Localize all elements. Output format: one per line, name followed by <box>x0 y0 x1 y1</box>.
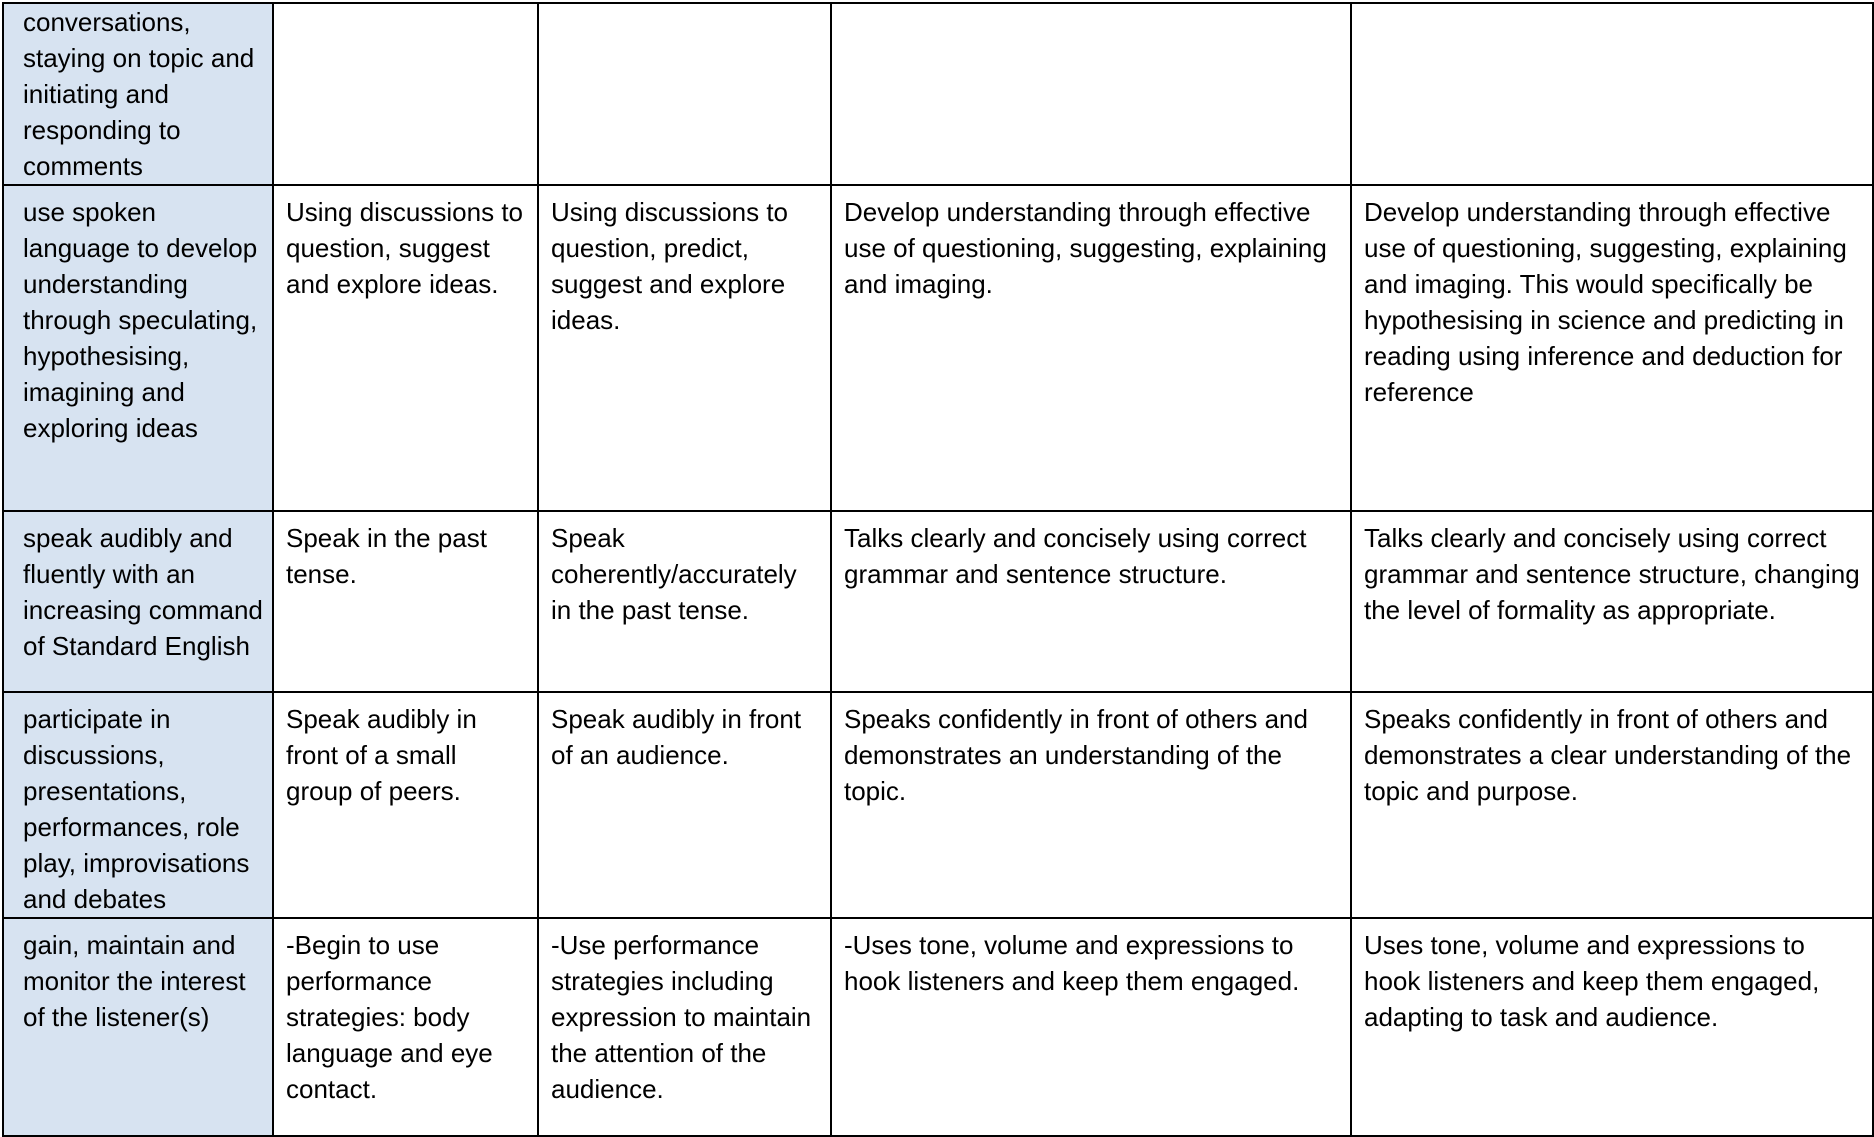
table-cell: Using discussions to question, predict, suggest and explore ideas. <box>538 185 831 511</box>
table-cell: Speak audibly in front of an audience. <box>538 692 831 918</box>
table-cell: Speaks confidently in front of others and demonstrates an understanding of the topic. <box>831 692 1351 918</box>
table-cell: Speak coherently/accurately in the past tense. <box>538 511 831 692</box>
table-cell <box>273 3 538 185</box>
table-cell: -Uses tone, volume and expressions to hook listeners and keep them engaged. <box>831 918 1351 1136</box>
table-cell: Speak audibly in front of a small group of peers. <box>273 692 538 918</box>
table-cell <box>831 3 1351 185</box>
objective-cell: speak audibly and fluently with an increasing command of Standard English <box>3 511 273 692</box>
curriculum-table <box>2 2 1874 1137</box>
table-row <box>3 185 1873 511</box>
table-cell <box>538 3 831 185</box>
table-row <box>3 3 1873 185</box>
table-cell: Using discussions to question, suggest and explore ideas. <box>273 185 538 511</box>
table-row <box>3 692 1873 918</box>
table-cell: Speaks confidently in front of others and demonstrates a clear understanding of the topic and purpose. <box>1351 692 1873 918</box>
objective-cell: gain, maintain and monitor the interest of the listener(s) <box>3 918 273 1136</box>
table-row <box>3 511 1873 692</box>
table-cell: Develop understanding through effective use of questioning, suggesting, explaining and imaging. <box>831 185 1351 511</box>
table-cell: -Begin to use performance strategies: body language and eye contact. <box>273 918 538 1136</box>
table-cell: Talks clearly and concisely using correct grammar and sentence structure. <box>831 511 1351 692</box>
table-row <box>3 918 1873 1136</box>
objective-cell: use spoken language to develop understanding through speculating, hypothesising, imagining and exploring ideas <box>3 185 273 511</box>
table-cell: Uses tone, volume and expressions to hook listeners and keep them engaged, adapting to task and audience. <box>1351 918 1873 1136</box>
table-cell: -Use performance strategies including expression to maintain the attention of the audience. <box>538 918 831 1136</box>
table-cell: Speak in the past tense. <box>273 511 538 692</box>
objective-cell: participate in discussions, presentations, performances, role play, improvisations and debates <box>3 692 273 918</box>
table-cell: Develop understanding through effective use of questioning, suggesting, explaining and imaging. This would specifically be hypothesising in science and predicting in reading using inference and deduction for reference <box>1351 185 1873 511</box>
table-cell: Talks clearly and concisely using correct grammar and sentence structure, changing the level of formality as appropriate. <box>1351 511 1873 692</box>
objective-cell: conversations, staying on topic and initiating and responding to comments <box>3 3 273 185</box>
table-cell <box>1351 3 1873 185</box>
